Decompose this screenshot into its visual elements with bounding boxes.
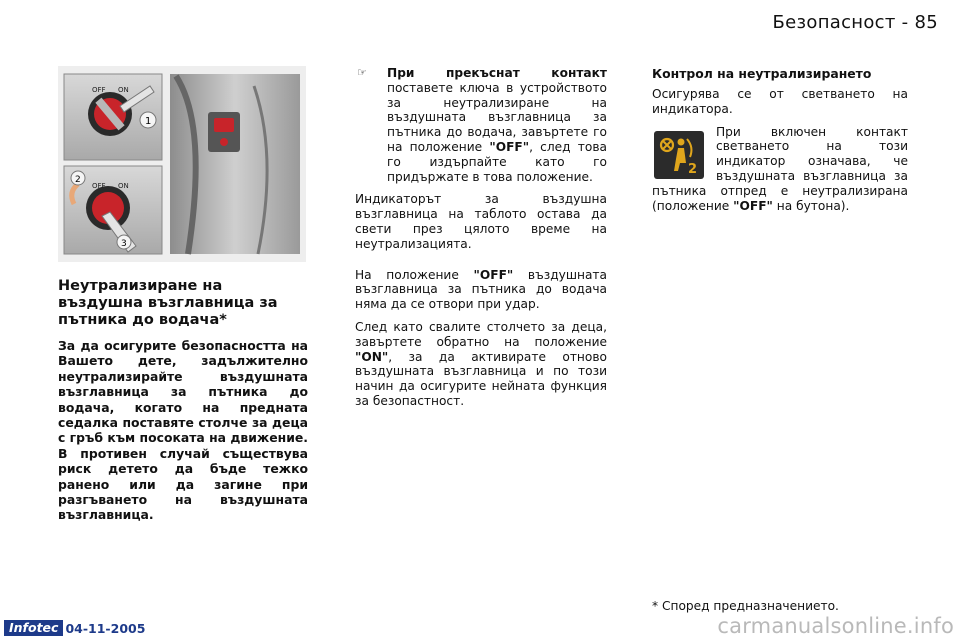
indicator-paragraph: Индикаторът за въздушна възглавница на таблото остава да свети през цялото време на неутрализацията. [355, 192, 607, 251]
hand-pointer-icon: ☞ [357, 66, 367, 79]
instruction-bullet [355, 66, 607, 184]
footnote: * Според предназначението. [652, 599, 839, 613]
airbag-switch-illustration [58, 66, 306, 262]
watermark: carmanualsonline.info [717, 614, 954, 638]
on-label: "ON" [355, 349, 389, 364]
off-label: "OFF" [489, 139, 530, 154]
off-label: "OFF" [733, 198, 773, 213]
column-left [58, 278, 308, 523]
figure-label-off-bottom: OFF [92, 182, 106, 190]
indicator-explanation: При включен контакт светването на този индикатор означава, че въздушната възглавница за пътника отпред е неутрализирана (положение "OFF" на бутона). [652, 124, 908, 213]
indicator-block [652, 125, 908, 222]
footer [4, 620, 145, 636]
instruction-bold: При прекъснат контакт [387, 66, 607, 80]
column-middle [355, 66, 607, 417]
column-right [652, 66, 908, 221]
figure-label-off-top: OFF [92, 86, 106, 94]
control-paragraph: Осигурява се от светването на индикатора. [652, 87, 908, 116]
off-label: "OFF" [473, 267, 514, 282]
figure-label-on-top: ON [118, 86, 129, 94]
figure-step-1: 1 [145, 116, 152, 127]
figure-label-on-bottom: ON [118, 182, 129, 190]
off-position-paragraph: На положение "OFF" въздушната възглавница за пътника до водача няма да се отвори при удар. [355, 267, 607, 312]
instruction-text: При прекъснат контакт поставете ключа в устройството за неутрализиране на въздушната възглавница за пътника до водача, завъртете го на положение "OFF", след това го издърпайте като го придържате в това положение. [387, 66, 607, 184]
figure-step-2: 2 [75, 175, 81, 185]
figure-step-3: 3 [121, 239, 127, 249]
airbag-off-indicator-icon [654, 131, 704, 179]
infotec-logo: Infotec [4, 620, 63, 636]
safety-warning: За да осигурите безопасността на Вашето дете, задължително неутрализирайте въздушната възглавница за пътника до водача, когато на предната седалка поставяте столче за деца с гръб към посоката на движение. В противен случай съществува риск детето да бъде тежко ранено или да загине при разгъването на въздушната възглавница. [58, 338, 308, 523]
section-heading-control: Контрол на неутрализирането [652, 66, 872, 81]
section-heading-neutralize: Неутрализиране на въздушна възглавница за пътника до водача* [58, 278, 278, 328]
indicator-digit: 2 [688, 161, 698, 177]
footer-date: 04-11-2005 [65, 620, 146, 636]
page-header: Безопасност - 85 [772, 12, 938, 33]
reactivate-paragraph: След като свалите столчето за деца, завъртете обратно на положение "ON", за да активирате отново въздушната възглавница и по този начин да осигурите нейната функция за безопастност. [355, 319, 607, 408]
airbag-switch-figure [58, 66, 306, 262]
